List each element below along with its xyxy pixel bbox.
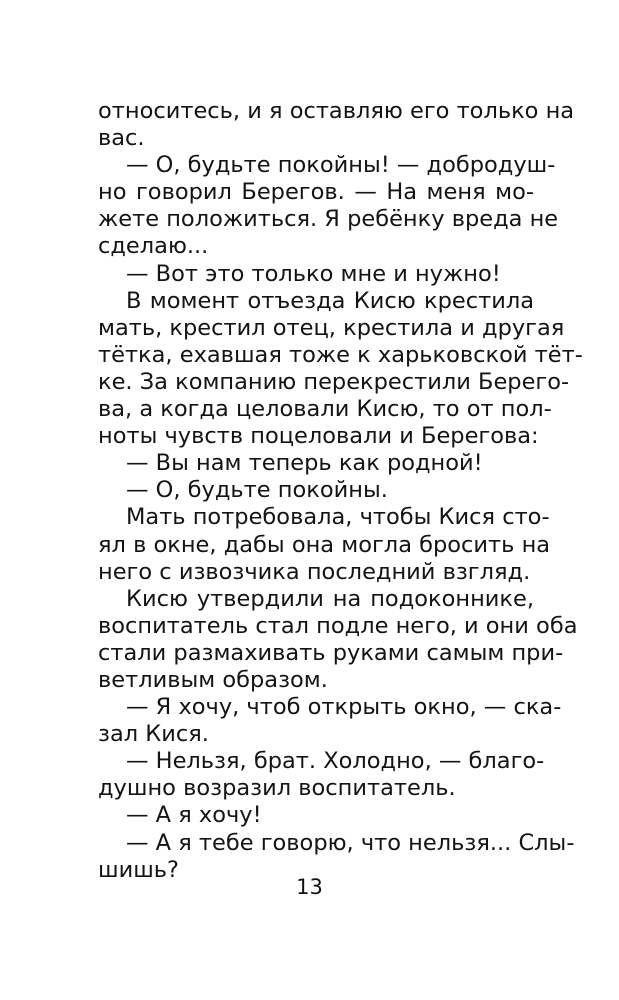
- text-line: относитесь, и я оставляю его только на: [98, 98, 575, 124]
- text-line: шишь?: [98, 856, 180, 883]
- text-line: сделаю...: [98, 233, 209, 260]
- text-line: ноты чувств поцеловали и Берегова:: [98, 423, 539, 450]
- text-line: мать, крестил отец, крестила и другая: [98, 314, 565, 341]
- text-line: него с извозчика последний взгляд.: [98, 558, 531, 585]
- text-line: — О, будьте покойны! — добродуш-: [126, 152, 556, 179]
- text-line: стали размахивать руками самым при-: [98, 639, 564, 666]
- text-line: — Нельзя, брат. Холодно, — благо-: [126, 748, 545, 775]
- page-number: 13: [296, 875, 323, 899]
- text-line: — Вы нам теперь как родной!: [126, 450, 483, 477]
- text-line: — А я тебе говорю, что нельзя... Слы-: [126, 829, 575, 856]
- text-line: ке. За компанию перекрестили Берего-: [98, 368, 570, 395]
- text-line: жете положиться. Я ребёнку вреда не: [98, 206, 559, 233]
- text-line: Мать потребовала, чтобы Кися сто-: [126, 504, 550, 531]
- text-line: — Вот это только мне и нужно!: [126, 260, 501, 287]
- text-line: ветливым образом.: [98, 666, 328, 693]
- text-line: но говорил Берегов. — На меня мо-: [98, 179, 534, 206]
- text-line: воспитатель стал подле него, и они оба: [98, 612, 578, 639]
- text-line: тётка, ехавшая тоже к харьковской тёт-: [98, 341, 583, 368]
- text-line: ял в окне, дабы она могла бросить на: [98, 531, 551, 558]
- text-line: вас.: [98, 125, 145, 152]
- body-text: [98, 98, 583, 884]
- text-line: зал Кися.: [98, 721, 209, 748]
- text-line: — Я хочу, чтоб открыть окно, — ска-: [126, 694, 562, 721]
- text-line: — А я хочу!: [126, 802, 262, 829]
- text-line: Кисю утвердили на подоконнике,: [126, 585, 534, 612]
- text-line: душно возразил воспитатель.: [98, 775, 456, 802]
- text-line: — О, будьте покойны.: [126, 477, 388, 504]
- text-line: ва, а когда целовали Кисю, то от пол-: [98, 396, 552, 423]
- text-line: В момент отъезда Кисю крестила: [126, 287, 534, 314]
